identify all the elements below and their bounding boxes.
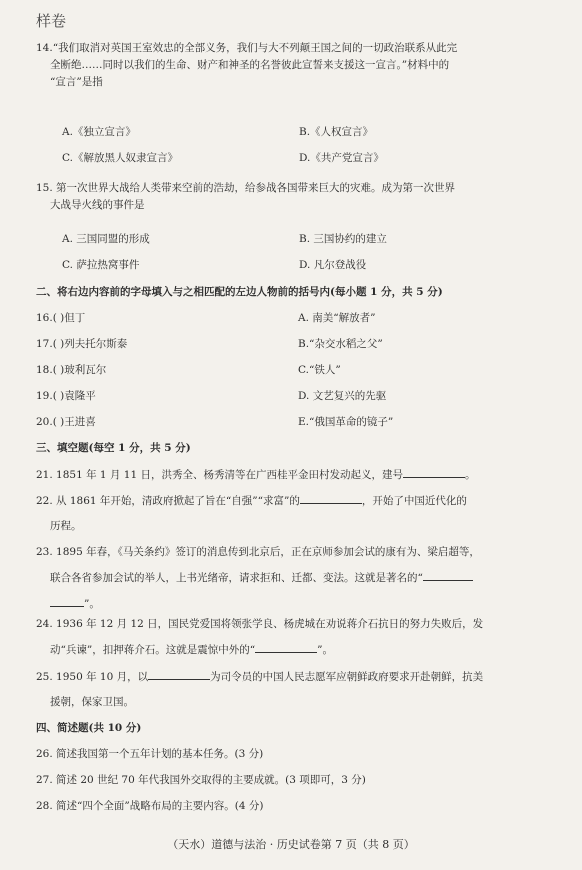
- question-23: [36, 544, 556, 613]
- option-15-b: B. 三国协约的建立: [299, 233, 387, 245]
- question-15: [36, 180, 556, 214]
- question-23-end: ”。: [84, 598, 100, 610]
- question-14-line-3: “宣言”是指: [50, 76, 103, 88]
- question-24: [36, 616, 556, 659]
- matching-left: 18.( )玻利瓦尔: [36, 364, 107, 376]
- matching-row: [36, 388, 536, 405]
- option-14-b: B.《人权宣言》: [299, 126, 374, 138]
- question-28: [36, 798, 556, 815]
- answer-blank[interactable]: [255, 641, 317, 653]
- sample-watermark: 样卷: [36, 12, 67, 30]
- section-4-title: 四、简述题(共 10 分): [36, 722, 142, 734]
- question-22-line-2: 历程。: [50, 520, 82, 532]
- matching-left: 17.( )列夫托尔斯泰: [36, 338, 128, 350]
- question-27: [36, 772, 556, 789]
- option-14-d: D.《共产党宣言》: [299, 152, 384, 164]
- option-15-d: D. 凡尔登战役: [299, 259, 367, 271]
- matching-row: [36, 362, 536, 379]
- matching-right: E.“俄国革命的镜子”: [298, 416, 394, 428]
- question-25: [36, 668, 556, 711]
- matching-right: B.“杂交水稻之父”: [298, 338, 383, 350]
- question-26-text: 26. 简述我国第一个五年计划的基本任务。(3 分): [36, 748, 264, 760]
- question-22: [36, 492, 556, 535]
- question-25-text: 25. 1950 年 10 月，以: [36, 671, 149, 683]
- question-23-line-1: 23. 1895 年春，《马关条约》签订的消息传到北京后，正在京师参加会试的康有为、梁启超等，: [36, 546, 480, 558]
- matching-row: [36, 336, 536, 353]
- question-21-end: 。: [465, 469, 476, 481]
- question-24-line-1: 24. 1936 年 12 月 12 日，国民党爱国将领张学良、杨虎城在劝说蒋介石抗日的努力失败后，发: [36, 618, 484, 630]
- matching-row: [36, 414, 536, 431]
- question-26: [36, 746, 556, 763]
- question-23-line-2: 联合各省参加会试的举人，上书光绪帝，请求拒和、迁都、变法。这就是著名的“: [50, 572, 423, 584]
- option-15-c: C. 萨拉热窝事件: [62, 259, 140, 271]
- section-3-title: 三、填空题(每空 1 分，共 5 分): [36, 442, 191, 454]
- question-15-line-1: 15. 第一次世界大战给人类带来空前的浩劫，给参战各国带来巨大的灾难。成为第一次世界: [36, 182, 456, 194]
- answer-blank[interactable]: [423, 569, 473, 581]
- matching-row: [36, 310, 536, 327]
- question-21: [36, 466, 556, 484]
- question-25-text-b: 为司令员的中国人民志愿军应朝鲜政府要求开赴朝鲜，抗美: [210, 671, 484, 683]
- matching-right: C.“铁人”: [298, 364, 341, 376]
- option-14-a: A.《独立宣言》: [62, 126, 136, 138]
- matching-left: 16.( )但丁: [36, 312, 86, 324]
- question-14-line-2: 全断绝……同时以我们的生命、财产和神圣的名誉彼此宣誓来支援这一宣言。”材料中的: [50, 59, 450, 71]
- question-24-end: ”。: [317, 644, 333, 656]
- question-21-text: 21. 1851 年 1 月 11 日，洪秀全、杨秀清等在广西桂平金田村发动起义，建号: [36, 469, 403, 481]
- question-22-text: 22. 从 1861 年开始，清政府掀起了旨在“自强”“求富”的: [36, 495, 300, 507]
- option-15-a: A. 三国同盟的形成: [62, 233, 150, 245]
- question-27-text: 27. 简述 20 世纪 70 年代我国外交取得的主要成就。(3 项即可，3 分): [36, 774, 366, 786]
- matching-left: 20.( )王进喜: [36, 416, 96, 428]
- matching-right: A. 南美“解放者”: [298, 312, 376, 324]
- question-14-line-1: 14.“我们取消对英国王室效忠的全部义务，我们与大不列颠王国之间的一切政治联系从此完: [36, 42, 458, 54]
- answer-blank-continued[interactable]: [50, 595, 84, 607]
- question-24-line-2: 动“兵谏”，扣押蒋介石。这就是震惊中外的“: [50, 644, 256, 656]
- option-14-c: C.《解放黑人奴隶宣言》: [62, 152, 178, 164]
- matching-right: D. 文艺复兴的先驱: [298, 390, 387, 402]
- answer-blank[interactable]: [148, 668, 210, 680]
- answer-blank[interactable]: [300, 492, 362, 504]
- question-22-text-b: ，开始了中国近代化的: [361, 495, 467, 507]
- section-2-title: 二、将右边内容前的字母填入与之相匹配的左边人物前的括号内(每小题 1 分，共 5 分): [36, 286, 443, 298]
- page-footer: （天水）道德与法治 · 历史试卷第 7 页（共 8 页）: [167, 838, 415, 851]
- matching-left: 19.( )袁隆平: [36, 390, 96, 402]
- question-25-line-2: 援朝，保家卫国。: [50, 696, 134, 708]
- question-15-line-2: 大战导火线的事件是: [50, 199, 145, 211]
- question-28-text: 28. 简述“四个全面”战略布局的主要内容。(4 分): [36, 800, 264, 812]
- answer-blank[interactable]: [403, 466, 465, 478]
- question-14: [36, 40, 556, 91]
